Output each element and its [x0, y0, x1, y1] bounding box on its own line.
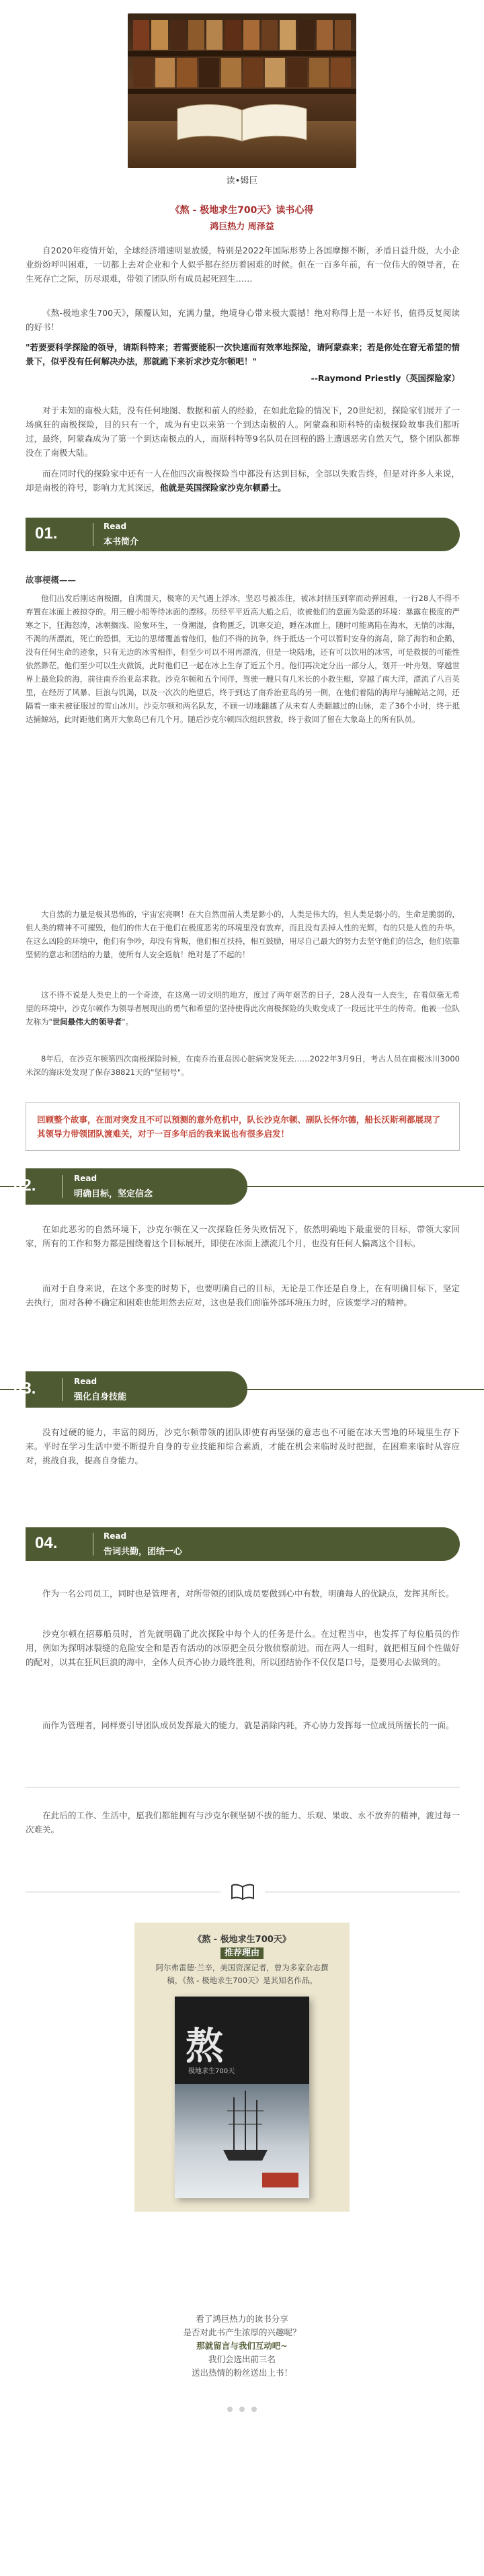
section-label: Read: [104, 1531, 127, 1541]
book-recommend-card: [134, 1923, 350, 2212]
section-label: Read: [74, 1174, 97, 1183]
ship-icon: [222, 2091, 269, 2165]
intro-paragraph-3: 对于未知的南极大陆，没有任何地图、数据和前人的经验，在如此危险的情况下，20世纪初，探险家们展开了一场疯狂的南极探险，目的只有一个，成为有史以来第一个到达南极的人。阿蒙森和斯科特的南极探险故事我们都听过，最终，阿蒙森成为了第一个到达南极点的人，而斯科特等9名队员在回程的路上遭遇恶劣自然天气，整个团队都葬没在了南极大陆。: [26, 405, 460, 458]
section-number: 04.: [35, 1534, 58, 1552]
highlight-text: 回顾整个故事，在面对突发且不可以预测的意外危机中，队长沙克尔顿、副队长怀尔德，船长沃斯利都展现了其领导力带领团队渡难关，对于一百多年后的我来说也有很多启发！: [37, 1115, 441, 1139]
section4-paragraph-1: 作为一名公司员工，同时也是管理者，对所带领的团队成员要做到心中有数，明确每人的优缺点，发挥其所长。: [42, 1588, 454, 1599]
summary-paragraph-3: 这不得不说是人类史上的一个奇迹，在这离一切文明的地方，度过了两年艰苦的日子，28人没有一人丧生，在看似毫无希望的环境中，沙克尔顿作为领导者展现出的勇气和希望的坚持使得此次南极探险的失败变成了一段远比平生的传奇。他被一位队友称为"世间最伟大的领导者"。: [26, 990, 460, 1027]
section-number: 02.: [13, 1176, 36, 1195]
section-title: 强化自身技能: [74, 1392, 127, 1402]
intro-paragraph-1: 自2020年疫情开始，全球经济增速明显放缓，特别是2022年国际形势上各国摩擦不断，矛盾日益升级，大小企业纷纷呼叫困难，一切都上去对企业和个人似乎都在经历着困难的时候。但在一百多年前，有一位伟大的领导者，在生死存亡之际，历尽艰难，带领了团队所有成员起死回生……: [26, 245, 460, 284]
section-header-04: [26, 1527, 460, 1561]
intro-quote-source: --Raymond Priestly（英国探险家）: [311, 373, 460, 383]
end-line-4: 我们会选出前三名: [208, 2354, 276, 2364]
summary-heading: 故事梗概——: [26, 575, 77, 585]
end-line-2: 是否对此书产生浓厚的兴趣呢？: [183, 2327, 301, 2337]
article-author: 鸿巨热力 周泽益: [210, 222, 274, 232]
intro-quote: "若要要科学探险的领导，请斯科特来；若需要能积一次快速而有效率地探险，请阿蒙森来；若是你处在窘无希望的情景下，似乎没有任何解决办法，那就跪下来祈求沙克尔顿吧！": [26, 342, 460, 366]
closing-paragraph: 在此后的工作、生活中，愿我们都能拥有与沙克尔顿坚韧不拔的能力、乐观、果敢、永不放弃的精神，渡过每一次难关。: [26, 1810, 460, 1835]
section-number: 03.: [13, 1379, 36, 1398]
ending-block: [0, 2312, 484, 2380]
section2-paragraph-2: 而对于自身来说，在这个多变的时势下，也要明确自己的目标，无论是工作还是自身上，在有明确目标下，坚定去执行，面对各种不确定和困难也能坦然去应对，这也是我们面临外部环境压力时，应该要学习的精神。: [26, 1283, 460, 1307]
section-header-02: [0, 1168, 484, 1205]
summary-paragraph-2: 大自然的力量是极其恐怖的，宇宙宏亮啊！在大自然面前人类是渺小的，人类是伟大的，但人类是弱小的，生命是脆弱的，但人类的精神不可摧毁，他们的伟大在于他们在极度恶劣的环境里没有放弃，而且没有丢掉人性的光辉，有的只是人性的升华。在这么凶险的环境中，他们有争吵，却没有背叛，他们相互扶持，相互鼓励，用尽自己最大的努力去坚守他们的信念，他们依靠坚韧的意志和团结的力量，使所有人安全返航！绝对是了不起的！: [26, 910, 460, 959]
cover-subtitle: 极地求生700天: [188, 2068, 235, 2075]
section3-paragraph-1: 没有过硬的能力，丰富的阅历，沙克尔顿带领的团队即使有再坚强的意志也不可能在冰天雪地的环境里生存下来。平时在学习生活中要不断提升自身的专业技能和综合素质，才能在机会来临时及时把握，在困难来临时从容应对，挑战自我，提高自身能力。: [26, 1427, 460, 1465]
article-title: 《熬 - 极地求生700天》读书心得: [170, 205, 314, 216]
section-title: 告词共勤，团结一心: [104, 1547, 183, 1557]
section-header-01: [26, 518, 460, 551]
end-line-5: 送出热情的粉丝送出上书！: [191, 2368, 292, 2378]
section2-paragraph-1: 在如此恶劣的自然环境下，沙克尔顿在又一次探险任务失败情况下，依然明确地下最重要的目标，带领大家回家，所有的工作和努力都是围绕着这个目标展开，即使在冰面上漂流几个月，也没有任何人偏离这个目标。: [26, 1224, 460, 1248]
book-cover-image: [175, 1997, 309, 2198]
section4-paragraph-2: 沙克尔顿在招募船员时，首先就明确了此次探险中每个人的任务是什么。在过程当中，也发挥了每位船员的作用，例如为探明冰裂缝的危险安全和是否有活动的冰原把全员分散侦察前进。而在两人一组时，就把相互间个性做好的配对，以其在狂风巨浪的海中，全体人员齐心协力最终胜利，所以团结协作不仅仅是口号，是要用心去做到的。: [26, 1629, 460, 1667]
header-caption: 读•姆巨: [226, 176, 258, 186]
card-subtitle: 推荐理由: [134, 1945, 350, 1958]
intro-paragraph-4: 而在同时代的探险家中还有一人在他四次南极探险当中都没有达到目标，全部以失败告终，但是对许多人来说，却是南极的符号，影响力尤其深远，他就是英国探险家沙克尔顿爵士。: [26, 469, 460, 493]
cover-title: 熬: [186, 2024, 223, 2068]
section-title: 本书简介: [104, 537, 139, 547]
card-description: 阿尔弗雷德·兰辛，美国资深记者，曾为多家杂志撰稿，《熬 - 极地求生700天》是其知名作品。: [155, 1963, 329, 1985]
section-title: 明确目标，坚定信念: [74, 1189, 153, 1199]
section-label: Read: [74, 1377, 97, 1386]
section-number: 01.: [35, 524, 58, 542]
section4-paragraph-3: 而作为管理者，同样要引导团队成员发挥最大的能力，就是消除内耗，齐心协力发挥每一位成员所擅长的一面。: [42, 1720, 454, 1730]
ending-dots: [227, 2407, 257, 2412]
book-icon: [231, 1884, 255, 1901]
header-image: [128, 13, 356, 168]
card-book-title: 《熬 - 极地求生700天》: [193, 1935, 291, 1945]
end-line-3: 那就留言与我们互动吧~: [196, 2341, 288, 2351]
section-header-03: [0, 1371, 484, 1408]
highlight-box: [26, 1102, 460, 1151]
summary-paragraph-4: 8年后，在沙克尔顿第四次南极探险时候，在南乔治亚岛因心脏病突发死去……2022年3月9日，考古人员在南极冰川3000米深的海床处发现了保存38821天的"坚韧号"。: [26, 1054, 460, 1077]
section-label: Read: [104, 522, 127, 531]
open-book-icon: [175, 101, 309, 144]
book-divider: [26, 1882, 460, 1902]
summary-paragraph-1: 他们出发后刚达南极圈，自满面天，极寒的天气遇上浮冰，坚忍号被冻住，被冰封挤压到挛而动弹困难，一行28人不得不弃置在冰面上被掠夺的。用三艘小船等待冰面的漂移。历经平平近高大船之后，欲被他们的意面为险恶的环境：暴露在极度的严寒之下，狂海怒涛，冰朝搁浅、险象环生，一身潮湿，食物匮乏，饥寒交迫，睡在冰面上，随时可能离陷在海水，无情的冰海，不渴的所漂流，死亡的恐惧，无边的思绪覆盖着他们，他们不得的抗争，终于抵达一个可以暂时安身的海岛，除了海豹和企鹅，没有任何生命的迹象，只有无边的冰雪相伴，但至少可以不用再漂流，但是一块陆地，还有可以饮用的冰雪，可是救援的可能性依然渺茫。他们至少可以生火做饭，此时他们已一起在冰上生存了近五个月。他们再决定分出一部分人，划开一叶舟划，穿越世界上最危险的海，前往南乔治亚岛求救。沙克尔顿和五个同伴，驾驶一艘只有几米长的小救生艇，穿越了南大洋，漂流了八百英里，在经历了风暴、巨浪与饥渴，以及一次次的绝望后，终于到达了南乔治亚岛的另一侧，在他们着陆的海岸与捕鲸站之间，还隔着一座未被征服过的雪山冰川。沙克尔顿和两名队友，不顾一切地翻越了从未有人类翻越过的山脉，走了36个小时，终于抵达捕鲸站，此时距他们离开大象岛已有几个月。随后沙克尔顿四次组织营救，终于救回了留在大象岛上的所有队员。: [26, 594, 460, 724]
end-line-1: 看了鸿巨热力的读书分享: [196, 2314, 288, 2324]
intro-paragraph-2: 《熬-极地求生700天》，颠覆认知，充满力量，绝境身心带来极大震撼！绝对称得上是一本好书，值得反复阅读的好书！: [26, 308, 460, 332]
